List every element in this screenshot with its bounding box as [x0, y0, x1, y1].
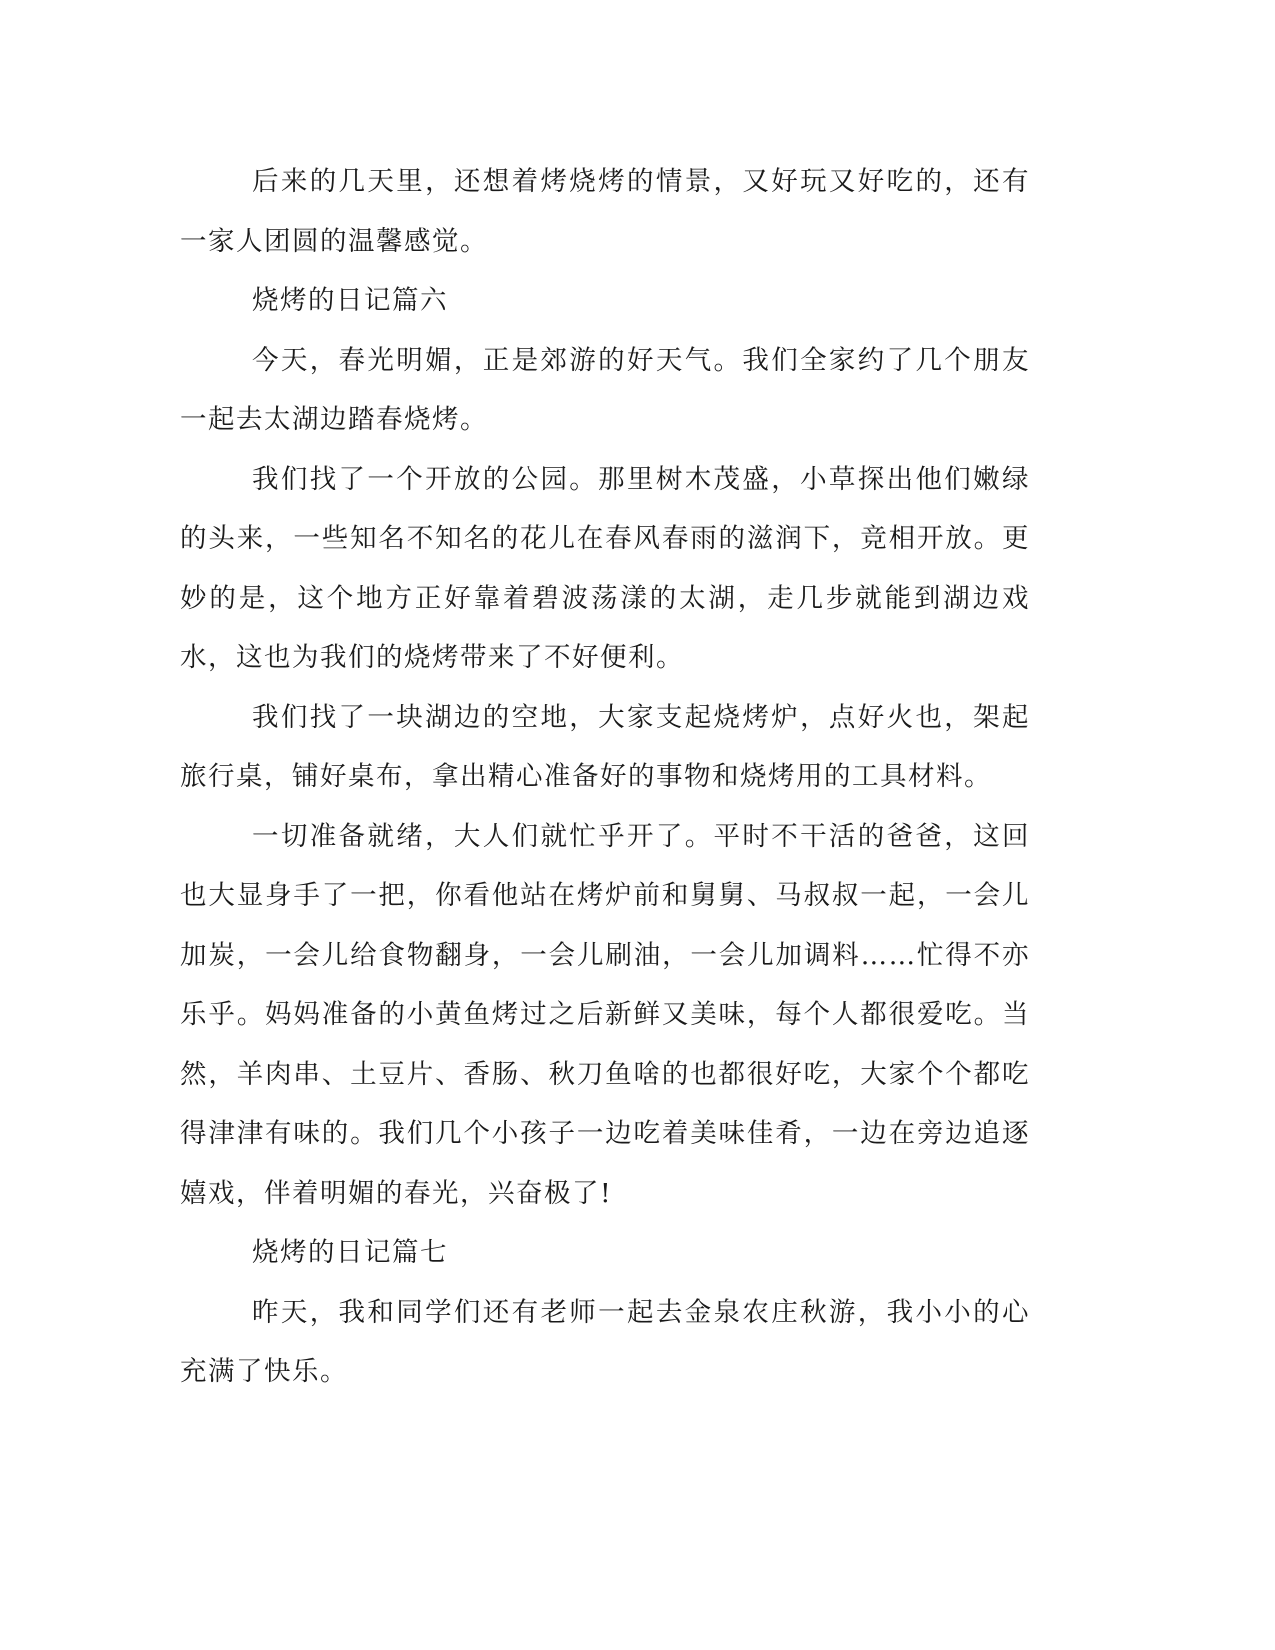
paragraph-autumn-trip: 昨天，我和同学们还有老师一起去金泉农庄秋游，我小小的心充满了快乐。 [180, 1296, 1030, 1387]
paragraph-spring-outing: 今天，春光明媚，正是郊游的好天气。我们全家约了几个朋友一起去太湖边踏春烧烤。 [180, 344, 1030, 435]
paragraph-park-description: 我们找了一个开放的公园。那里树木茂盛，小草探出他们嫩绿的头来，一些知名不知名的花儿在春风春雨的滋润下，竞相开放。更妙的是，这个地方正好靠着碧波荡漾的太湖，走几步就能到湖边戏水，这也为我们的烧烤带来了不好便利。 [180, 463, 1030, 673]
paragraph-setup: 我们找了一块湖边的空地，大家支起烧烤炉，点好火也，架起旅行桌，铺好桌布，拿出精心准备好的事物和烧烤用的工具材料。 [180, 701, 1030, 792]
paragraph-family-reunion: 后来的几天里，还想着烤烧烤的情景，又好玩又好吃的，还有一家人团圆的温馨感觉。 [180, 166, 1030, 257]
document-body [180, 152, 1030, 1402]
paragraph-grilling: 一切准备就绪，大人们就忙乎开了。平时不干活的爸爸，这回也大显身手了一把，你看他站在烤炉前和舅舅、马叔叔一起，一会儿加炭，一会儿给食物翻身，一会儿刷油，一会儿加调料……忙得不亦乐乎。妈妈准备的小黄鱼烤过之后新鲜又美味，每个人都很爱吃。当然，羊肉串、土豆片、香肠、秋刀鱼啥的也都很好吃，大家个个都吃得津津有味的。我们几个小孩子一边吃着美味佳肴，一边在旁边追逐嬉戏，伴着明媚的春光，兴奋极了! [180, 820, 1030, 1209]
section-heading-part-seven: 烧烤的日记篇七 [252, 1237, 448, 1268]
section-heading-part-six: 烧烤的日记篇六 [252, 285, 448, 316]
